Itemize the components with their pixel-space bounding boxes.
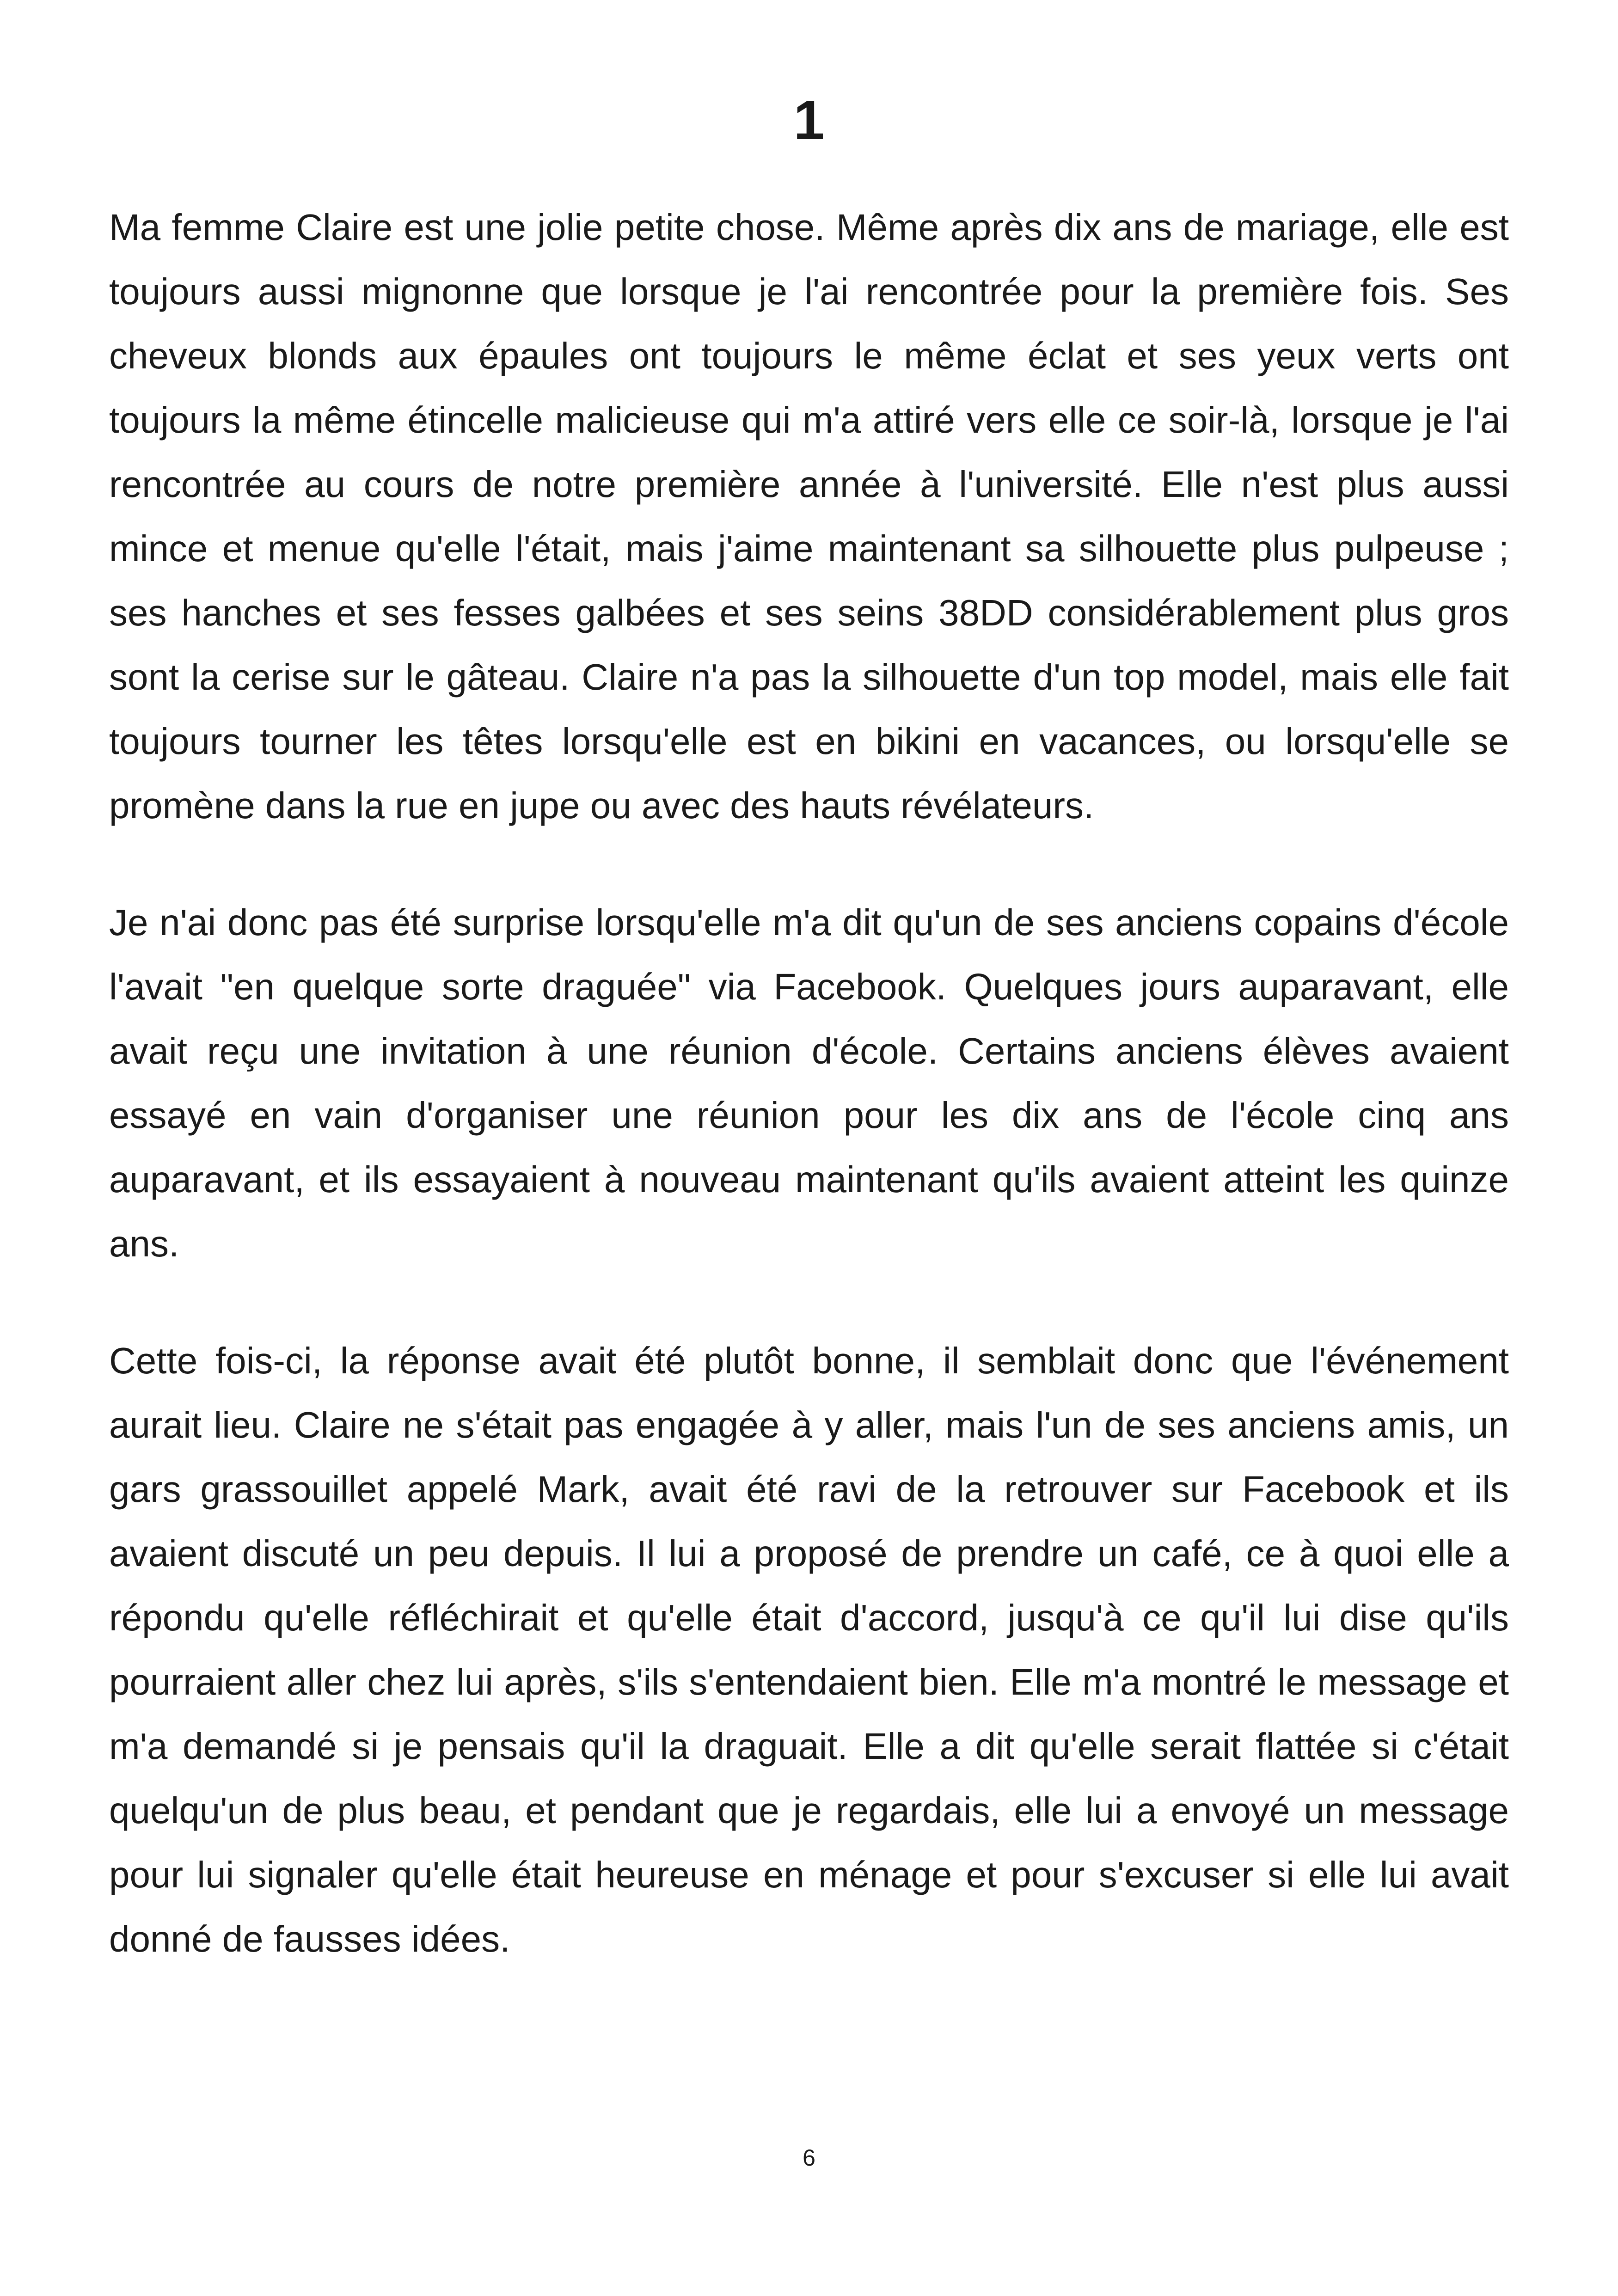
page-number: 6 bbox=[803, 2145, 815, 2171]
paragraph: Ma femme Claire est une jolie petite chose. Même après dix ans de mariage, elle est toujours aussi mignonne que lorsque je l'ai rencontrée pour la première fois. Ses cheveux blonds aux épaules ont toujours le même éclat et ses yeux verts ont toujours la même étincelle malicieuse qui m'a attiré vers elle ce soir-là, lorsque je l'ai rencontrée au cours de notre première année à l'université. Elle n'est plus aussi mince et menue qu'elle l'était, mais j'aime maintenant sa silhouette plus pulpeuse ; ses hanches et ses fesses galbées et ses seins 38DD considérablement plus gros sont la cerise sur le gâteau. Claire n'a pas la silhouette d'un top model, mais elle fait toujours tourner les têtes lorsqu'elle est en bikini en vacances, ou lorsqu'elle se promène dans la rue en jupe ou avec des hauts révélateurs. bbox=[109, 207, 1509, 826]
paragraph: Cette fois-ci, la réponse avait été plutôt bonne, il semblait donc que l'événement aurait lieu. Claire ne s'était pas engagée à y aller, mais l'un de ses anciens amis, un gars grassouillet appelé Mark, avait été ravi de la retrouver sur Facebook et ils avaient discuté un peu depuis. Il lui a proposé de prendre un café, ce à quoi elle a répondu qu'elle réfléchirait et qu'elle était d'accord, jusqu'à ce qu'il lui dise qu'ils pourraient aller chez lui après, s'ils s'entendaient bien. Elle m'a montré le message et m'a demandé si je pensais qu'il la draguait. Elle a dit qu'elle serait flattée si c'était quelqu'un de plus beau, et pendant que je regardais, elle lui a envoyé un message pour lui signaler qu'elle était heureuse en ménage et pour s'excuser si elle lui avait donné de fausses idées. bbox=[109, 1340, 1509, 1959]
paragraph: Je n'ai donc pas été surprise lorsqu'elle m'a dit qu'un de ses anciens copains d'école l'avait "en quelque sorte draguée" via Facebook. Quelques jours auparavant, elle avait reçu une invitation à une réunion d'école. Certains anciens élèves avaient essayé en vain d'organiser une réunion pour les dix ans de l'école cinq ans auparavant, et ils essayaient à nouveau maintenant qu'ils avaient atteint les quinze ans. bbox=[109, 902, 1509, 1264]
chapter-number: 1 bbox=[793, 89, 825, 151]
body-text bbox=[109, 195, 1509, 2024]
